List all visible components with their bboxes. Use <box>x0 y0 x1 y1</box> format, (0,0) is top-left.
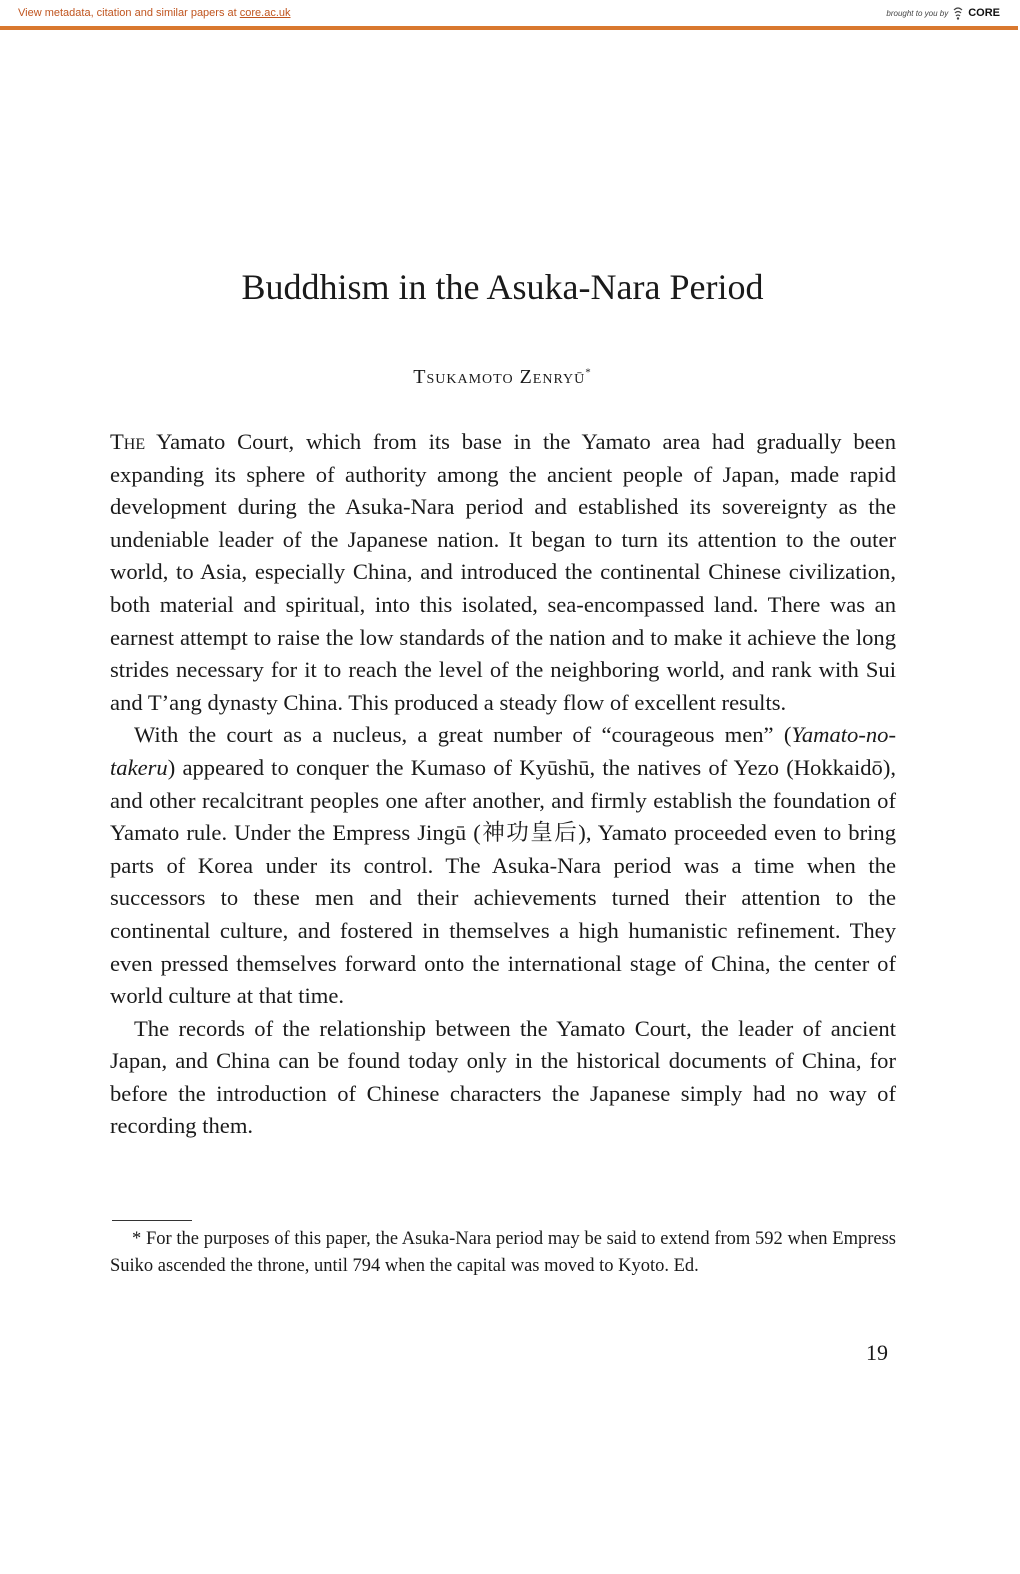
paragraph-2-text-a: With the court as a nucleus, a great number of “courageous men” ( <box>134 722 792 748</box>
article-body <box>110 426 896 1143</box>
author-footnote-marker[interactable]: * <box>585 366 592 379</box>
paragraph-1-text: Yamato Court, which from its base in the Yamato area had gradually been expanding its sphere of authority among the ancient people of Japan, made rapid development during the Asuka-Nara period and established its sovereignty as the undeniable leader of the Japanese nation. It began to turn its attention to the outer world, to Asia, especially China, and introduced the continental Chinese civilization, both material and spiritual, into this isolated, sea-encompassed land. There was an earnest attempt to raise the low standards of the nation and to make it achieve the long strides necessary for it to reach the level of the neighboring world, and rank with Sui and T’ang dynasty China. This produced a steady flow of excellent results. <box>110 429 896 715</box>
author-name: Tsukamoto Zenryū <box>413 366 586 388</box>
core-logo-text: CORE <box>968 7 1000 19</box>
footnote-text: * For the purposes of this paper, the Asuka-Nara period may be said to extend from 592 when Empress Suiko ascended the throne, until 794 when the capital was moved to Kyoto. Ed. <box>110 1229 896 1276</box>
core-link[interactable]: core.ac.uk <box>239 7 291 19</box>
article-author <box>0 366 1005 389</box>
paragraph-2-term: Yamato-no-takeru <box>110 722 896 780</box>
footnote <box>110 1226 896 1280</box>
brought-by-text: brought to you by <box>886 8 949 18</box>
drop-word: The <box>110 429 146 454</box>
core-logo-icon <box>952 6 964 20</box>
article-title: Buddhism in the Asuka-Nara Period <box>241 267 764 307</box>
footnote-rule <box>112 1220 192 1221</box>
page-number: 19 <box>866 1340 888 1365</box>
metadata-notice <box>18 7 291 19</box>
paragraph-2-text-b: ) appeared to conquer the Kumaso of Kyūshū, the natives of Yezo (Hokkaidō), and other recalcitrant peoples one after another, and firmly establish the foundation of Yamato rule. Under the Empress Jingū (神功皇后), Yamato proceeded even to bring parts of Korea under its control. The Asuka-Nara period was a time when the successors to these men and their achievements turned their attention to the continental culture, and fostered in themselves a high humanistic refinement. They even pressed themselves forward onto the international stage of China, the center of world culture at that time. <box>110 754 896 1009</box>
paragraph-1 <box>110 426 896 719</box>
metadata-prefix: View metadata, citation and similar papers at <box>18 7 237 19</box>
core-banner <box>0 0 1020 26</box>
paragraph-2 <box>110 719 896 1012</box>
banner-divider <box>0 26 1018 30</box>
brought-by[interactable] <box>886 6 1000 20</box>
paragraph-3: The records of the relationship between the Yamato Court, the leader of ancient Japan, and China can be found today only in the historical documents of China, for before the introduction of Chinese characters the Japanese simply had no way of recording them. <box>110 1015 896 1139</box>
